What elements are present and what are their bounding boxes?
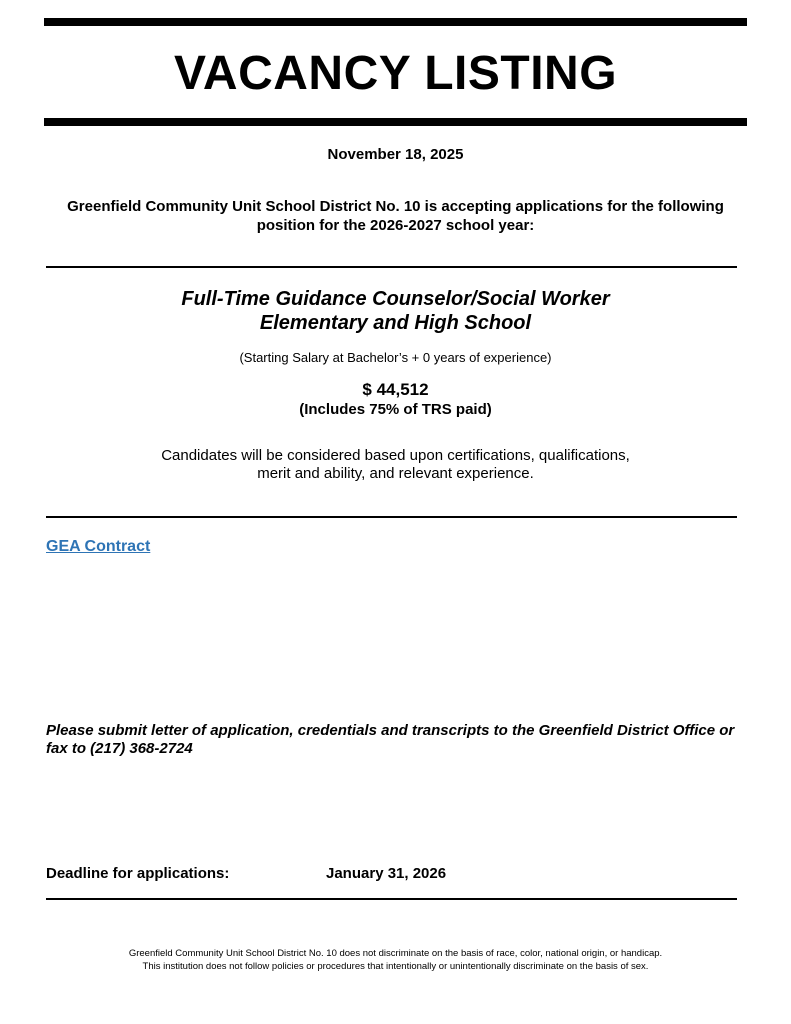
deadline-label: Deadline for applications: [46, 865, 230, 882]
footer-line2: This institution does not follow policies or procedures that intentionally or unintentionally discriminate on the basis of sex. [142, 961, 649, 972]
submission-instructions: Please submit letter of application, credentials and transcripts to the Greenfield District Office or fax to (217) 368-2724 [46, 722, 735, 757]
trs-note: (Includes 75% of TRS paid) [299, 401, 492, 418]
page-title: VACANCY LISTING [173, 47, 618, 100]
candidates-text-line1: Candidates will be considered based upon certifications, qualifications, [161, 447, 630, 464]
salary-amount: $ 44,512 [362, 380, 429, 399]
candidates-text-line2: merit and ability, and relevant experience. [257, 465, 534, 482]
divider-middle [46, 516, 737, 518]
title-bottom-rule [44, 118, 747, 126]
gea-contract-link[interactable]: GEA Contract [46, 538, 151, 555]
footer-line1: Greenfield Community Unit School District No. 10 does not discriminate on the basis of race, color, national origin, or handicap. [128, 948, 663, 959]
deadline-date: January 31, 2026 [326, 865, 447, 882]
listing-date: November 18, 2025 [327, 146, 464, 163]
intro-text: Greenfield Community Unit School District No. 10 is accepting applications for the following position for the 2026-2027 school year: [67, 198, 724, 234]
position-subtitle: Elementary and High School [259, 312, 532, 334]
top-thick-rule [44, 18, 747, 26]
divider-bottom [46, 898, 737, 900]
position-title: Full-Time Guidance Counselor/Social Worker [181, 288, 610, 310]
divider-top [46, 266, 737, 268]
salary-note: (Starting Salary at Bachelor’s + 0 years of experience) [239, 350, 552, 365]
